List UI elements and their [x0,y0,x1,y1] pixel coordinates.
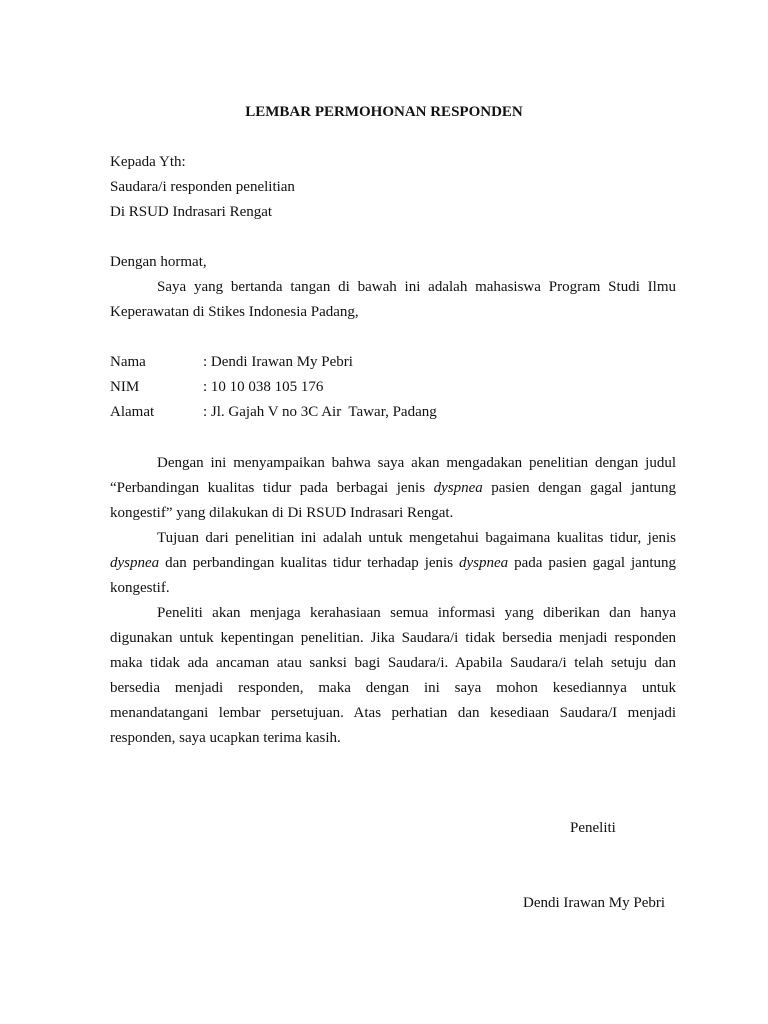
intro-line-2: Keperawatan di Stikes Indonesia Padang, [110,304,359,320]
para1-line-1: Dengan ini menyampaikan bahwa saya akan mengadakan penelitian dengan judul [157,455,676,471]
para1-line-2 [110,476,676,501]
recipient-address [110,150,676,225]
nama-value: : Dendi Irawan My Pebri [203,354,353,370]
greeting: Dengan hormat, [110,254,207,270]
para2-line-1: Tujuan dari penelitian ini adalah untuk mengetahui bagaimana kualitas tidur, jenis [157,530,676,546]
para1-line-3: kongestif” yang dilakukan di Di RSUD Indrasari Rengat. [110,505,454,521]
identity-row-nama [110,350,676,375]
para3-line-2: digunakan untuk kepentingan penelitian. Jika Saudara/i tidak bersedia menjadi responden [110,630,676,646]
nim-label: NIM [110,379,140,395]
para2-line-3: kongestif. [110,580,170,596]
address-line-1: Kepada Yth: [110,154,186,170]
body-paragraphs [110,451,676,751]
para3-line-1: Peneliti akan menjaga kerahasiaan semua informasi yang diberikan dan hanya [157,605,676,621]
para1-line-2-b: pasien dengan gagal jantung [491,480,676,496]
intro-line-1: Saya yang bertanda tangan di bawah ini adalah mahasiswa Program Studi Ilmu [157,279,676,295]
signature-role: Peneliti [570,820,616,836]
address-line-3: Di RSUD Indrasari Rengat [110,204,273,220]
greeting-section [110,250,676,325]
nim-value: : 10 10 038 105 176 [203,379,324,395]
alamat-value: : Jl. Gajah V no 3C Air Tawar, Padang [203,404,437,420]
para2-term-dyspnea-2: dyspnea [458,555,509,571]
para1-line-2-a: “Perbandingan kualitas tidur pada berbagai jenis [110,480,426,496]
nama-label: Nama [110,354,146,370]
para3-line-5: menandatangani lembar persetujuan. Atas perhatian dan kesediaan Saudara/I menjadi [110,705,676,721]
para2-line-2-b: pada pasien gagal jantung [514,555,676,571]
alamat-label: Alamat [110,404,155,420]
signature-name: Dendi Irawan My Pebri [523,895,666,911]
para2-line-2 [110,551,676,576]
identity-row-alamat [110,400,676,425]
page-title: LEMBAR PERMOHONAN RESPONDEN [245,104,523,120]
address-line-2: Saudara/i responden penelitian [110,179,295,195]
para3-line-3: maka tidak ada ancaman atau sanksi bagi Saudara/i. Apabila Saudara/i telah setuju dan [110,655,676,671]
para1-term-dyspnea: dyspnea [433,480,483,496]
para2-term-dyspnea-1: dyspnea [110,555,160,571]
para3-line-6: responden, saya ucapkan terima kasih. [110,730,341,746]
para3-line-4: bersedia menjadi responden, maka dengan ini saya mohon kesediannya untuk [110,680,676,696]
identity-table [110,350,676,425]
identity-row-nim [110,375,676,400]
para2-line-2-a: dan perbandingan kualitas tidur terhadap jenis [165,555,454,571]
